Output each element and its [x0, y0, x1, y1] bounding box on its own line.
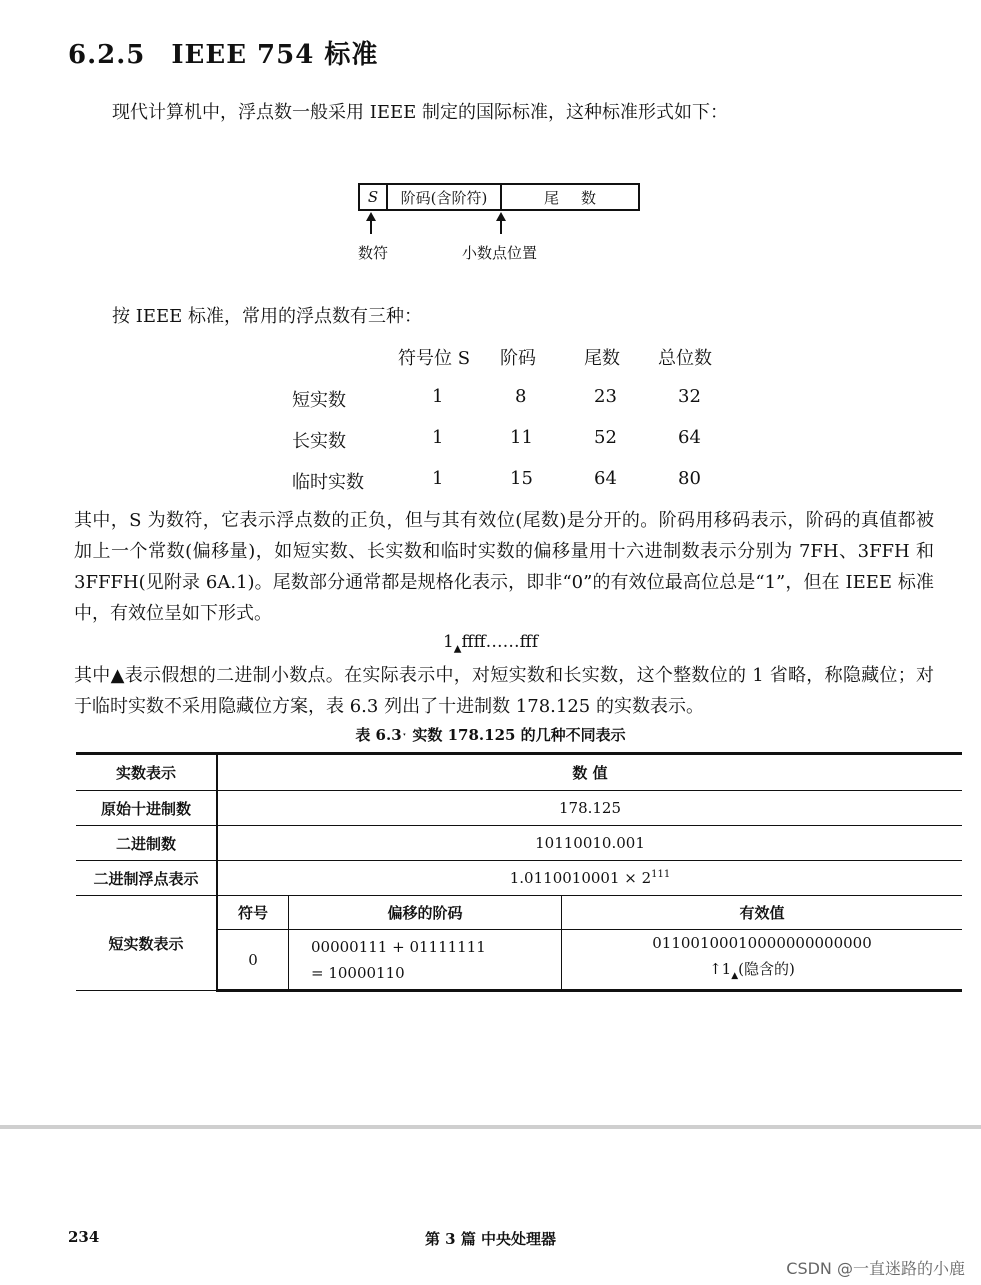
ieee-intro-paragraph: 按 IEEE 标准，常用的浮点数有三种：: [112, 306, 422, 327]
row-mantissa: 23: [594, 386, 617, 407]
row-sign: 1: [432, 427, 444, 448]
page-separator: [0, 1125, 981, 1129]
row-name: 短实数: [292, 390, 346, 411]
row-sign: 1: [432, 468, 444, 489]
exponent-sum: 00000111 + 01111111: [311, 937, 486, 956]
row-total: 80: [678, 468, 701, 489]
significand-bits: 01100100010000000000000: [652, 934, 872, 952]
exponent-field: 阶码(含阶符): [388, 185, 502, 209]
row-mantissa: 52: [594, 427, 617, 448]
row-value: 178.125: [217, 791, 962, 826]
biased-exponent-value: [289, 930, 562, 991]
row-name: 临时实数: [292, 472, 364, 493]
significand-header: 有效值: [562, 896, 963, 930]
exponent-result: = 10000110: [311, 963, 405, 982]
binary-float-exponent: 111: [651, 869, 671, 880]
short-real-header-row: [76, 896, 962, 930]
sign-header: 符号: [217, 896, 289, 930]
row-total: 32: [678, 386, 701, 407]
binary-point-marker: ▲: [453, 643, 462, 655]
col-value-header: 数 值: [217, 754, 962, 791]
table-row: [76, 791, 962, 826]
sign-arrow-shaft: [370, 220, 372, 234]
row-exponent: 8: [515, 386, 527, 407]
row-label: 二进制浮点表示: [76, 861, 217, 896]
page-number: 234: [68, 1228, 100, 1246]
significand-rest: ffff……fff: [461, 632, 539, 652]
col-label-header: 实数表示: [76, 754, 217, 791]
sign-value: 0: [217, 930, 289, 991]
sign-label: 数符: [358, 244, 389, 262]
binary-float-mantissa: 1.0110010001 × 2: [509, 869, 652, 887]
row-value: [217, 861, 962, 896]
row-label: 二进制数: [76, 826, 217, 861]
table-row: [76, 861, 962, 896]
running-footer: 第 3 篇 中央处理器: [424, 1230, 557, 1248]
hidden-bit-text: (隐含的): [738, 960, 795, 978]
section-heading: [68, 34, 378, 71]
hidden-bit-marker: ▲: [731, 971, 739, 981]
row-label: 原始十进制数: [76, 791, 217, 826]
header-exponent: 阶码: [500, 348, 536, 369]
significand-value: [562, 930, 963, 991]
header-total: 总位数: [658, 348, 712, 369]
hidden-bit-note: [562, 956, 962, 989]
significand-form: [0, 632, 981, 654]
body-paragraph-1: 其中，S 为数符，它表示浮点数的正负，但与其有效位(尾数)是分开的。阶码用移码表示，阶码的真值都被加上一个常数(偏移量)，如短实数、长实数和临时实数的偏移量用十六进制数表示分别为 7FH、3FFH 和 3FFFH(见附录 6A.1)。尾数部分通常都是规格化表示，即非“0”的有效位最高位总是“1”，但在 IEEE 标准中，有效位呈如下形式。: [74, 510, 934, 624]
row-sign: 1: [432, 386, 444, 407]
short-real-label: 短实数表示: [76, 896, 217, 991]
table-row: [76, 826, 962, 861]
float-format-diagram: [358, 183, 640, 211]
row-exponent: 15: [510, 468, 533, 489]
body-paragraph-2: 其中▲表示假想的二进制小数点。在实际表示中，对短实数和长实数，这个整数位的 1 省略，称隐藏位；对于临时实数不采用隐藏位方案，表 6.3 列出了十进制数 178.125 的实数表示。: [74, 665, 934, 717]
significand-lead: 1: [442, 632, 454, 652]
watermark: CSDN @一直迷路的小鹿: [786, 1259, 965, 1278]
section-title: IEEE 754 标准: [171, 40, 379, 70]
mantissa-field: 尾数: [543, 188, 618, 207]
point-arrow-shaft: [500, 220, 502, 234]
row-mantissa: 64: [594, 468, 617, 489]
header-mantissa: 尾数: [584, 348, 620, 369]
representation-table: [76, 752, 962, 992]
sign-field: S: [360, 185, 388, 209]
point-label: 小数点位置: [462, 244, 538, 262]
row-value: 10110010.001: [217, 826, 962, 861]
row-total: 64: [678, 427, 701, 448]
biased-exponent-header: 偏移的阶码: [289, 896, 562, 930]
row-exponent: 11: [510, 427, 533, 448]
table-header-row: [76, 754, 962, 791]
header-sign: 符号位 S: [398, 348, 471, 369]
section-number: 6.2.5: [68, 40, 146, 70]
table-caption: 表 6.3ˑ 实数 178.125 的几种不同表示: [355, 726, 626, 744]
hidden-bit-arrow: ↑1: [709, 960, 732, 978]
intro-paragraph: 现代计算机中，浮点数一般采用 IEEE 制定的国际标准，这种标准形式如下：: [112, 102, 728, 123]
row-name: 长实数: [292, 431, 346, 452]
